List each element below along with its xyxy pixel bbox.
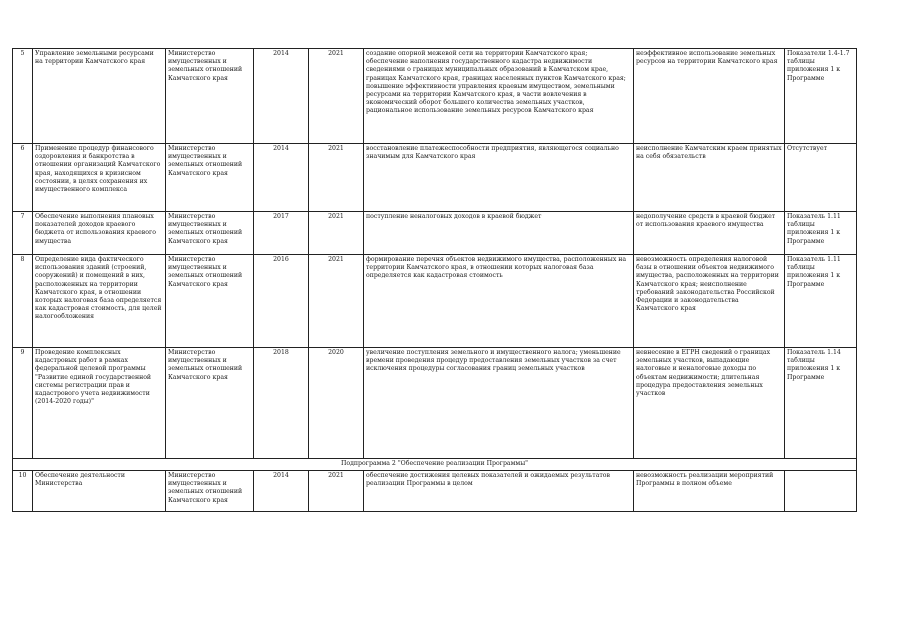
table-row xyxy=(13,255,857,348)
measures-table xyxy=(12,48,857,512)
table-row xyxy=(13,348,857,459)
related-indicators xyxy=(785,471,857,512)
row-number: 9 xyxy=(13,348,33,459)
start-year: 2016 xyxy=(254,255,309,348)
related-indicators: Показатель 1.14 таблицы приложения 1 к Программе xyxy=(785,348,857,459)
start-year: 2014 xyxy=(254,144,309,212)
table-row xyxy=(13,471,857,512)
row-number: 6 xyxy=(13,144,33,212)
start-year: 2017 xyxy=(254,212,309,255)
expected-result: восстановление платежеспособности предприятия, являющегося социально значимым для Камчатского края xyxy=(364,144,634,212)
measure-name: Управление земельными ресурсами на территории Камчатского края xyxy=(33,49,166,144)
executor: Министерство имущественных и земельных отношений Камчатского края xyxy=(166,212,254,255)
executor: Министерство имущественных и земельных отношений Камчатского края xyxy=(166,49,254,144)
start-year: 2018 xyxy=(254,348,309,459)
expected-result: поступление неналоговых доходов в краевой бюджет xyxy=(364,212,634,255)
measure-name: Применение процедур финансового оздоровления и банкротства в отношении организаций Камчатского края, находящихся в кризисном состоянии, в целях сохранения их имущественного комплекса xyxy=(33,144,166,212)
non-implementation-consequence: невнесение в ЕГРН сведений о границах земельных участков, выпадающие налоговые и неналоговые доходы по объектам недвижимости; длительная процедура предоставления земельных участков xyxy=(634,348,785,459)
end-year: 2021 xyxy=(309,49,364,144)
related-indicators: Показатель 1.11 таблицы приложения 1 к Программе xyxy=(785,255,857,348)
measure-name: Проведение комплексных кадастровых работ в рамках федеральной целевой программы "Развитие единой государственной системы регистрации прав и кадастрового учета недвижимости (2014-2020 годы)" xyxy=(33,348,166,459)
executor: Министерство имущественных и земельных отношений Камчатского края xyxy=(166,255,254,348)
row-number: 8 xyxy=(13,255,33,348)
end-year: 2021 xyxy=(309,255,364,348)
expected-result: увеличение поступления земельного и имущественного налога; уменьшение времени проведения процедур предоставления земельных участков за счет исключения процедуры согласования границ земельных участков xyxy=(364,348,634,459)
subprogram-header-row xyxy=(13,459,857,471)
expected-result: создание опорной межевой сети на территории Камчатского края; обеспечение наполнения государственного кадастра недвижимости сведениями о границах муниципальных образований в Камчатском крае, границах Камчатского края, границах населенных пунктов Камчатского края; повышение эффективности управления краевым имуществом, земельными ресурсами на территории Камчатского края, в части вовлечения в экономический оборот большего количества земельных участков, рациональное использование земельных ресурсов Камчатского края xyxy=(364,49,634,144)
table-row xyxy=(13,144,857,212)
related-indicators: Отсутствует xyxy=(785,144,857,212)
row-number: 5 xyxy=(13,49,33,144)
non-implementation-consequence: недополучение средств в краевой бюджет от использования краевого имущества xyxy=(634,212,785,255)
end-year: 2020 xyxy=(309,348,364,459)
end-year: 2021 xyxy=(309,144,364,212)
related-indicators: Показатели 1.4-1.7 таблицы приложения 1 к Программе xyxy=(785,49,857,144)
row-number: 7 xyxy=(13,212,33,255)
end-year: 2021 xyxy=(309,212,364,255)
related-indicators: Показатель 1.11 таблицы приложения 1 к Программе xyxy=(785,212,857,255)
non-implementation-consequence: неэффективное использование земельных ресурсов на территории Камчатского края xyxy=(634,49,785,144)
table-row xyxy=(13,49,857,144)
executor: Министерство имущественных и земельных отношений Камчатского края xyxy=(166,348,254,459)
measure-name: Определение вида фактического использования зданий (строений, сооружений) и помещений в них, расположенных на территории Камчатского края, в отношении которых налоговая база определяется как кадастровая стоимость, для целей налогообложения xyxy=(33,255,166,348)
executor: Министерство имущественных и земельных отношений Камчатского края xyxy=(166,144,254,212)
measure-name: Обеспечение выполнения плановых показателей доходов краевого бюджета от использования краевого имущества xyxy=(33,212,166,255)
end-year: 2021 xyxy=(309,471,364,512)
measure-name: Обеспечение деятельности Министерства xyxy=(33,471,166,512)
row-number: 10 xyxy=(13,471,33,512)
expected-result: формирование перечня объектов недвижимого имущества, расположенных на территории Камчатского края, в отношении которых налоговая база определяется как кадастровая стоимость xyxy=(364,255,634,348)
subprogram-title: Подпрограмма 2 "Обеспечение реализации Программы" xyxy=(13,459,857,471)
non-implementation-consequence: неисполнение Камчатским краем принятых на себя обязательств xyxy=(634,144,785,212)
executor: Министерство имущественных и земельных отношений Камчатского края xyxy=(166,471,254,512)
table-row xyxy=(13,212,857,255)
start-year: 2014 xyxy=(254,471,309,512)
expected-result: обеспечение достижения целевых показателей и ожидаемых результатов реализации Программы в целом xyxy=(364,471,634,512)
non-implementation-consequence: невозможность реализации мероприятий Программы в полном объеме xyxy=(634,471,785,512)
non-implementation-consequence: невозможность определения налоговой базы в отношении объектов недвижимого имущества, расположенных на территории Камчатского края; неисполнение требований законодательства Российской Федерации и законодательства Камчатского края xyxy=(634,255,785,348)
start-year: 2014 xyxy=(254,49,309,144)
